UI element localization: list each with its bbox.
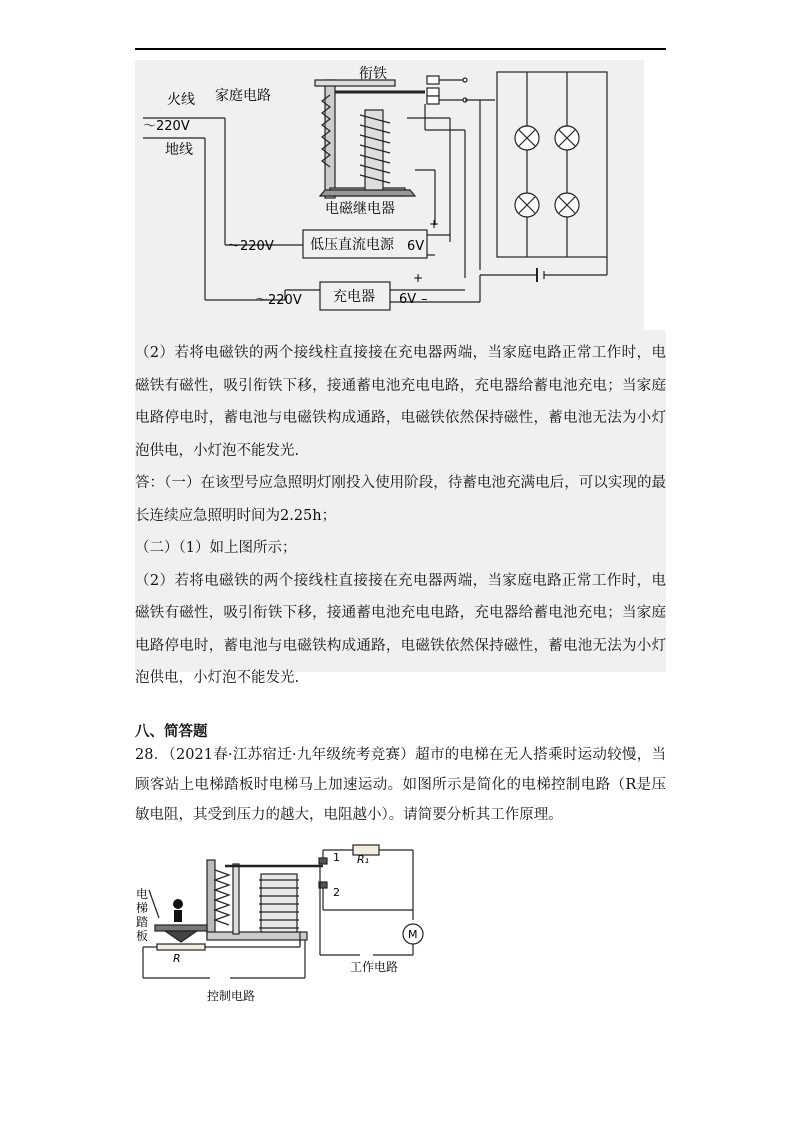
fig1-ac2-label: ～220V [227, 239, 274, 254]
fig1-psu-label: 低压直流电源 [310, 237, 394, 253]
answer-paragraph-4: （2）若将电磁铁的两个接线柱直接接在充电器两端，当家庭电路正常工作时，电磁铁有磁性，吸引衔铁下移，接通蓄电池充电电路，充电器给蓄电池充电；当家庭电路停电时，蓄电池与电磁铁构成通路，电磁铁依然保持磁性，蓄电池无法为小灯泡供电，小灯泡不能发光. [135, 572, 666, 686]
fig1-plus2-label: + [413, 271, 424, 285]
header-rule [135, 48, 666, 50]
fig2-r-label: R [173, 952, 181, 965]
answer-paragraph-3: （二）（1）如上图所示； [135, 540, 297, 556]
elevator-circuit-figure [135, 830, 435, 1010]
fig2-pedal-char2: 梯 [136, 901, 149, 915]
fig1-minus-label: – [421, 292, 428, 307]
fig1-6v-label: 6V [407, 239, 425, 254]
fig2-contact1-label: 1 [333, 851, 340, 864]
section-title: 八、简答题 [135, 724, 208, 740]
answer-paragraph-2: 答：（一）在该型号应急照明灯刚投入使用阶段，待蓄电池充满电后，可以实现的最长连续应急照明时间为2.25h； [135, 475, 666, 524]
fig2-r1-label: R₁ [357, 853, 370, 866]
fig1-plus-label: + [429, 217, 440, 231]
fig1-relay-label: 电磁继电器 [325, 201, 395, 217]
fig1-home-label: 家庭电路 [215, 88, 271, 104]
fig2-pedal-char3: 踏 [136, 915, 149, 929]
fig1-6v2-label: 6V [399, 292, 417, 307]
fig2-contact2-label: 2 [333, 886, 340, 899]
answer-section [135, 337, 666, 695]
answer-paragraph-1: （2）若将电磁铁的两个接线柱直接接在充电器两端，当家庭电路正常工作时，电磁铁有磁性，吸引衔铁下移，接通蓄电池充电电路，充电器给蓄电池充电；当家庭电路停电时，蓄电池与电磁铁构成通路，电磁铁依然保持磁性，蓄电池无法为小灯泡供电，小灯泡不能发光. [135, 345, 666, 459]
fig2-motor-label: M [408, 928, 418, 941]
fig1-armature-label: 衔铁 [359, 66, 387, 82]
fig2-control-circuit-label: 控制电路 [207, 989, 256, 1003]
relay-circuit-figure [135, 60, 644, 330]
question-text: 28．（2021春·江苏宿迁·九年级统考竞赛）超市的电梯在无人搭乘时运动较慢，当顾客站上电梯踏板时电梯马上加速运动。如图所示是简化的电梯控制电路（R是压敏电阻，其受到压力的越大，电阻越小）。请简要分析其工作原理。 [135, 747, 666, 823]
fig2-pedal-char4: 板 [136, 929, 149, 943]
fig2-work-circuit-label: 工作电路 [350, 960, 399, 974]
fig1-ground-label: 地线 [165, 142, 193, 158]
fig1-ac-label: ～220V [143, 119, 190, 134]
fig2-pedal-char1: 电 [136, 887, 149, 901]
fig1-ac3-label: ～220V [255, 293, 302, 308]
fig1-charger-label: 充电器 [333, 289, 375, 305]
fig1-fire-label: 火线 [167, 92, 195, 108]
